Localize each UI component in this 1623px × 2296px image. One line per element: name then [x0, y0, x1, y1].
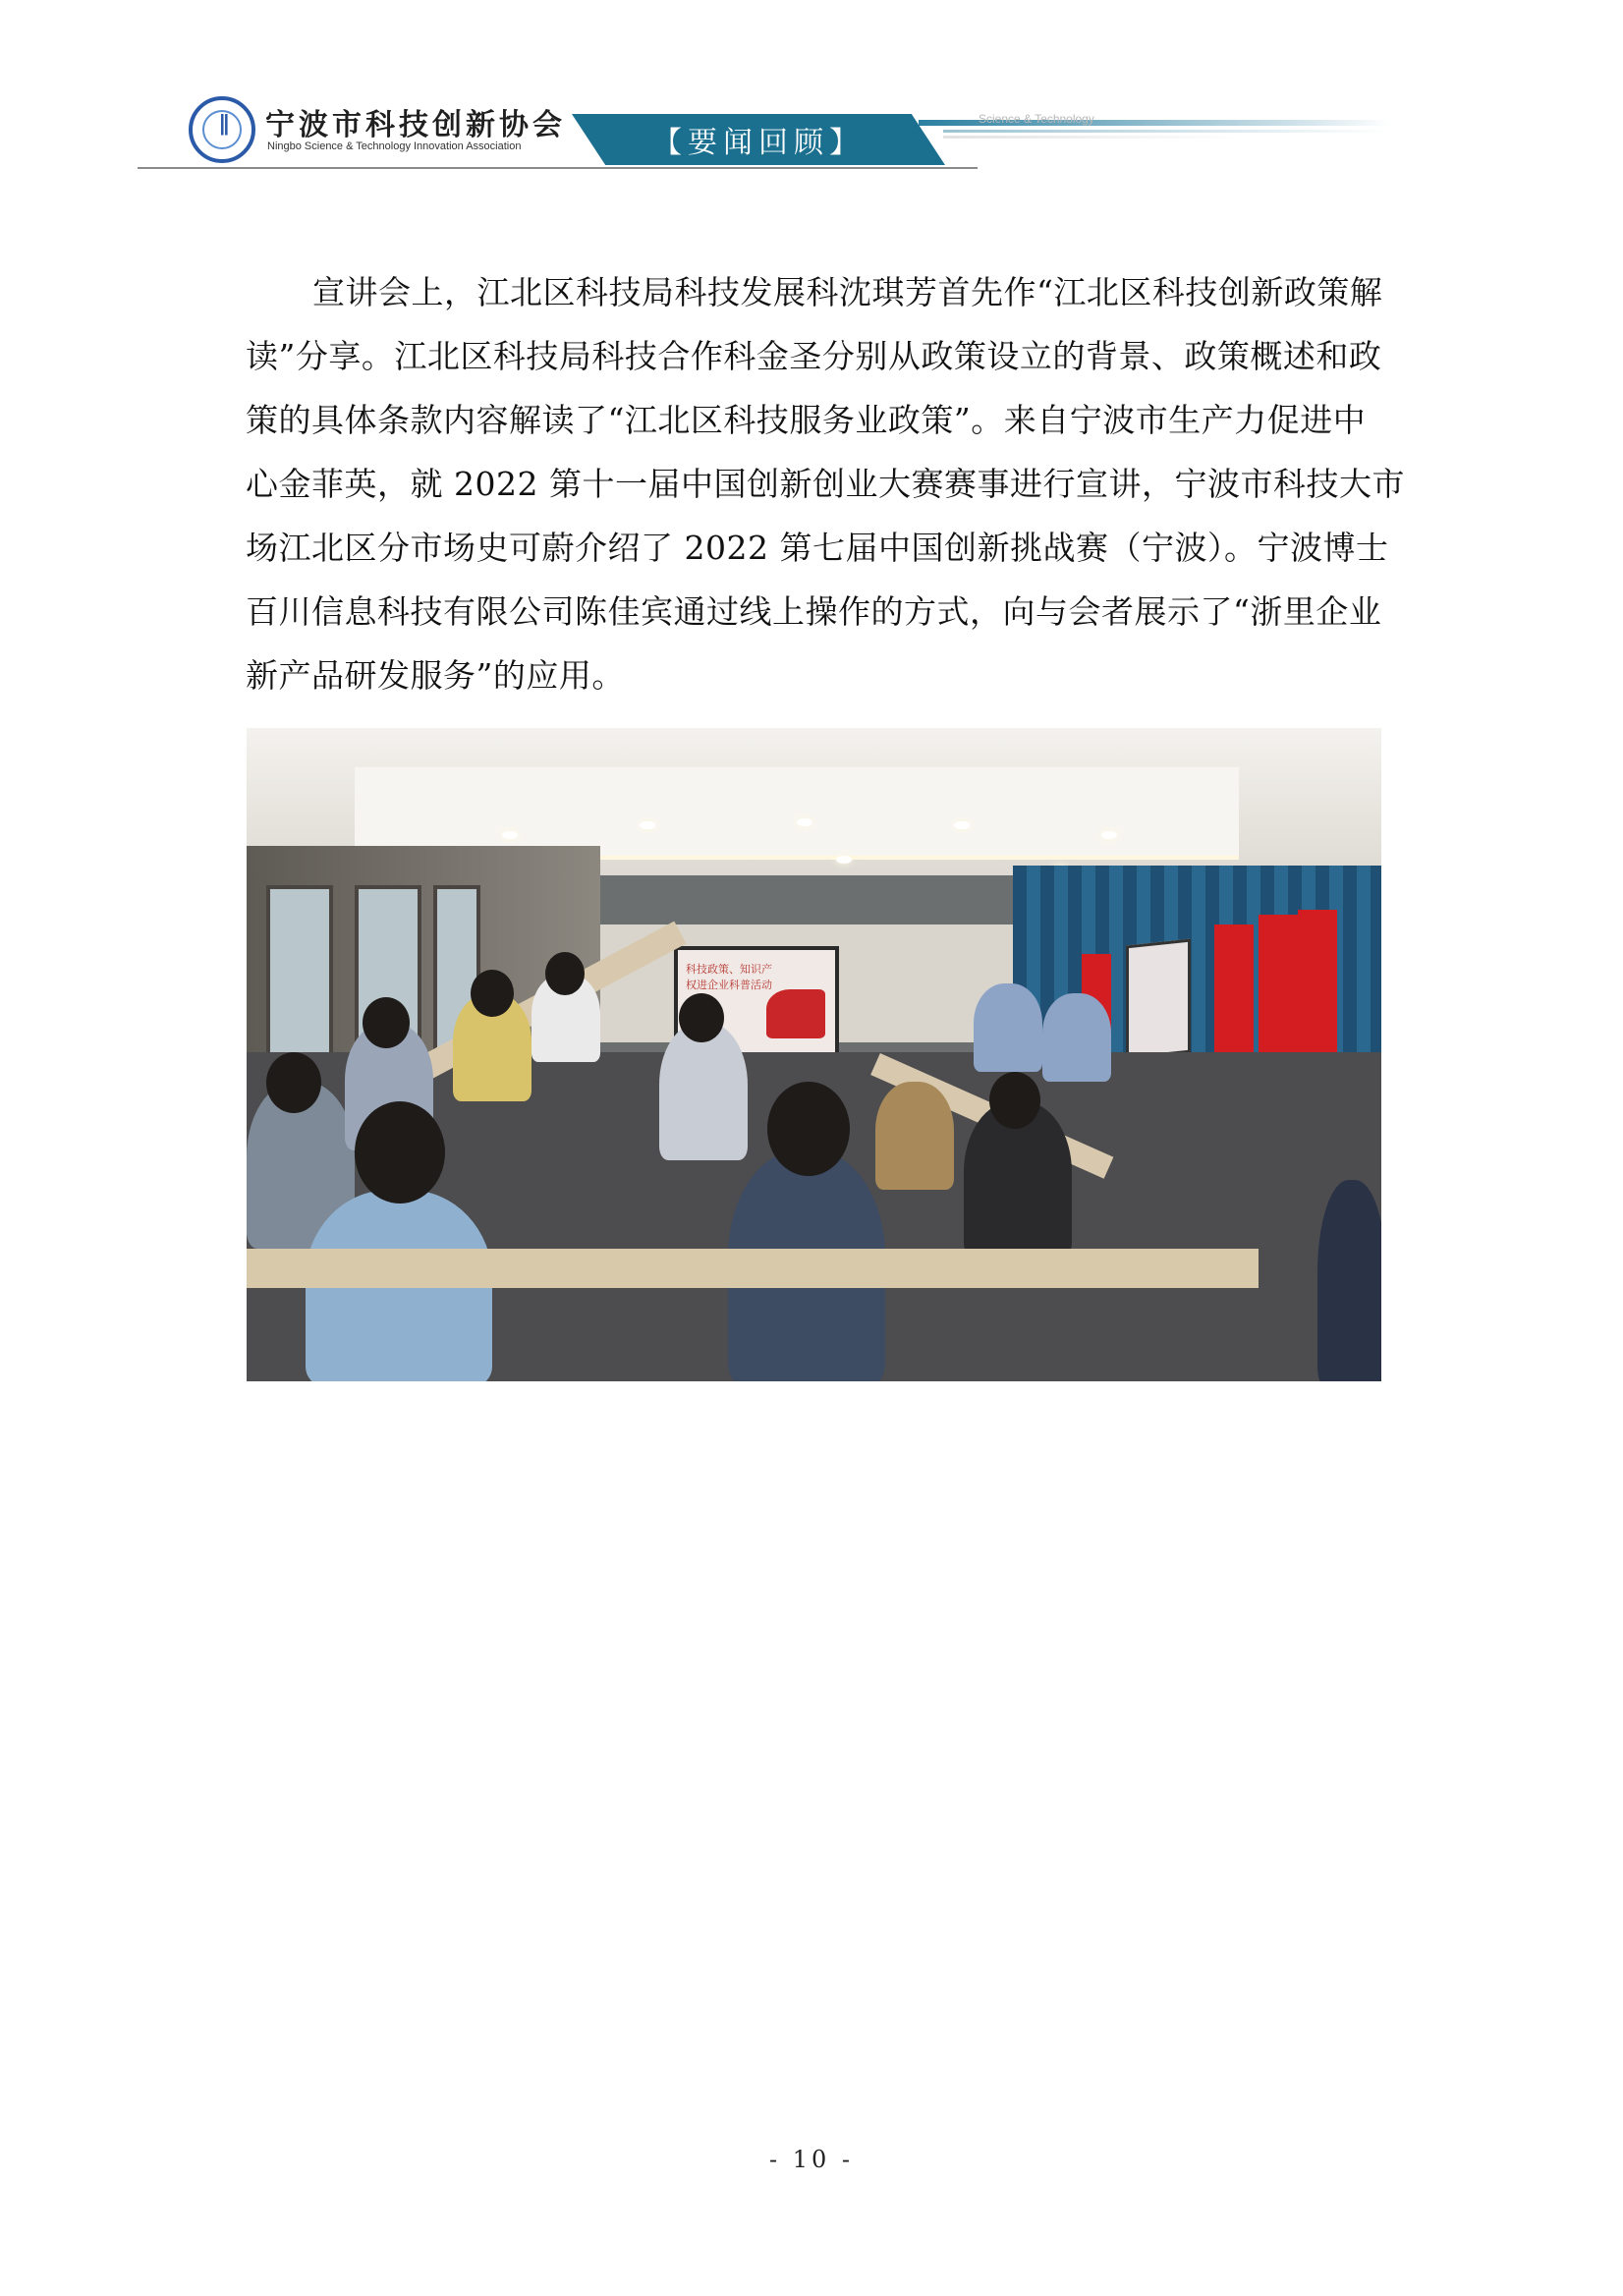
ceiling-light: [640, 821, 655, 829]
ceiling-light: [1101, 831, 1117, 839]
paragraph-line: 新产品研发服务”的应用。: [246, 656, 625, 695]
page-number: - 10 -: [768, 2146, 854, 2173]
paragraph-line: 策的具体条款内容解读了“江北区科技服务业政策”。来自宁波市生产力促进中: [246, 401, 1367, 439]
attendee-head: [679, 993, 724, 1042]
attendee-head: [363, 997, 410, 1048]
attendee-head: [471, 970, 514, 1017]
association-logo-icon: ∥: [189, 96, 255, 163]
attendee-officer: [1042, 993, 1111, 1082]
decorative-stripe: [943, 130, 1390, 133]
paragraph-line: 心金菲英，就 2022 第十一届中国创新创业大赛赛事进行宣讲，宁波市科技大市: [246, 465, 1405, 503]
tagline-en: Science & Technology: [979, 112, 1094, 126]
attendee-head: [767, 1082, 850, 1176]
side-screen: [1126, 939, 1191, 1060]
meeting-photo: [247, 728, 1381, 1381]
ceiling-light: [954, 821, 970, 829]
header-divider: [138, 167, 978, 169]
attendee-head: [989, 1072, 1040, 1129]
ceiling-light: [797, 818, 812, 826]
conference-table-front: [247, 1249, 1259, 1288]
screen-text: 科技政策、知识产权进企业科普活动: [686, 963, 772, 991]
paragraph-line: 百川信息科技有限公司陈佳宾通过线上操作的方式，向与会者展示了“浙里企业: [246, 592, 1382, 631]
attendee-foreground: [1317, 1180, 1381, 1381]
attendee-head: [545, 952, 585, 995]
ceiling-light: [502, 831, 518, 839]
paragraph-line: 读”分享。江北区科技局科技合作科金圣分别从政策设立的背景、政策概述和政: [246, 337, 1382, 375]
org-name-cn: 宁波市科技创新协会: [265, 108, 566, 142]
paragraph-line: 场江北区分市场史可蔚介绍了 2022 第七届中国创新挑战赛（宁波）。宁波博士: [246, 529, 1389, 567]
ceiling-light: [836, 856, 852, 864]
org-name-en: Ningbo Science & Technology Innovation Association: [267, 140, 522, 152]
body-paragraph: [246, 260, 1405, 707]
page-header: [0, 0, 1623, 196]
section-label: 【要闻回顾】: [652, 126, 865, 160]
attendee-head: [355, 1101, 445, 1204]
attendee-officer: [974, 983, 1042, 1072]
decorative-stripe: [943, 136, 1238, 139]
attendee: [659, 1023, 748, 1160]
paragraph-line: 宣讲会上，江北区科技局科技发展科沈琪芳首先作“江北区科技创新政策解: [312, 273, 1383, 311]
attendee-head: [266, 1052, 321, 1113]
attendee: [875, 1082, 954, 1190]
